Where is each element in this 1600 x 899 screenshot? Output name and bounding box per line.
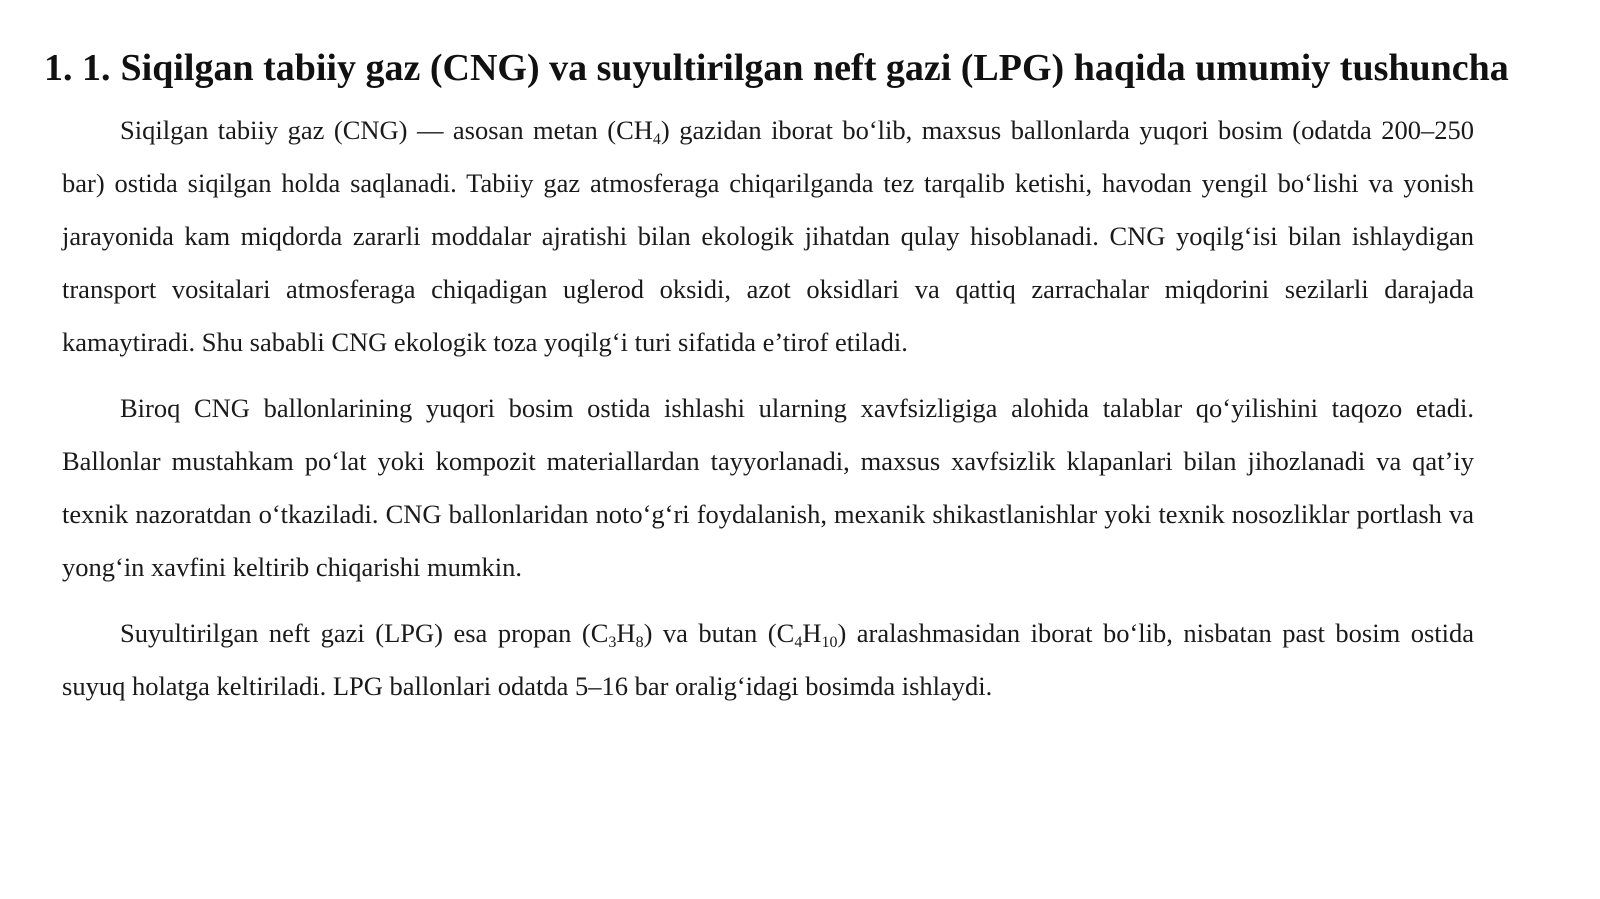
paragraph-text: ) va butan (C (643, 618, 795, 648)
paragraph-text: Biroq CNG ballonlarining yuqori bosim ostida ishlashi ularning xavfsizligiga alohida talablar qo‘yilishini taqozo etadi. Ballonlar mustahkam po‘lat yoki kompozit materiallardan tayyorlanadi, maxsus xavfsizlik klapanlari bilan jihozlanadi va qat’iy texnik nazoratdan o‘tkaziladi. CNG ballonlaridan noto‘g‘ri foydalanish, mexanik shikastlanishlar yoki texnik nosozliklar portlash va yong‘in xavfini keltirib chiqarishi mumkin. (62, 393, 1474, 582)
subscript: 4 (652, 131, 661, 148)
body-text (62, 104, 1474, 726)
section-title: Siqilgan tabiiy gaz (CNG) va suyultirilgan neft gazi (LPG) haqida umumiy tushuncha (120, 47, 1509, 89)
subscript: 3 (608, 634, 617, 651)
paragraph-text: Suyultirilgan neft gazi (LPG) esa propan (C (120, 618, 609, 648)
paragraph-lpg-overview (62, 607, 1474, 713)
paragraph-text: H (616, 618, 636, 648)
paragraph-cng-safety (62, 382, 1474, 594)
section-heading (44, 44, 1594, 92)
paragraph-text: ) aralashmasidan iborat bo‘lib, nisbatan past bosim ostida suyuq holatga keltiriladi. LPG ballonlari odatda 5–16 bar oralig‘idagi bosimda ishlaydi. (62, 618, 1475, 701)
paragraph-text: Siqilgan tabiiy gaz (CNG) — asosan metan (CH (120, 115, 653, 145)
paragraph-text: H (802, 618, 822, 648)
section-number: 1. 1. (44, 47, 111, 89)
subscript: 10 (821, 634, 838, 651)
paragraph-cng-overview (62, 104, 1474, 369)
subscript: 4 (794, 634, 803, 651)
subscript: 8 (635, 634, 644, 651)
paragraph-text: ) gazidan iborat bo‘lib, maxsus ballonlarda yuqori bosim (odatda 200–250 bar) ostida siqilgan holda saqlanadi. Tabiiy gaz atmosferaga chiqarilganda tez tarqalib ketishi, havodan yengil bo‘lishi va yonish jarayonida kam miqdorda zararli moddalar ajratishi bilan ekologik jihatdan qulay hisoblanadi. CNG yoqilg‘isi bilan ishlaydigan transport vositalari atmosferaga chiqadigan uglerod oksidi, azot oksidlari va qattiq zarrachalar miqdorini sezilarli darajada kamaytiradi. Shu sababli CNG ekologik toza yoqilg‘i turi sifatida e’tirof etiladi. (62, 115, 1474, 357)
